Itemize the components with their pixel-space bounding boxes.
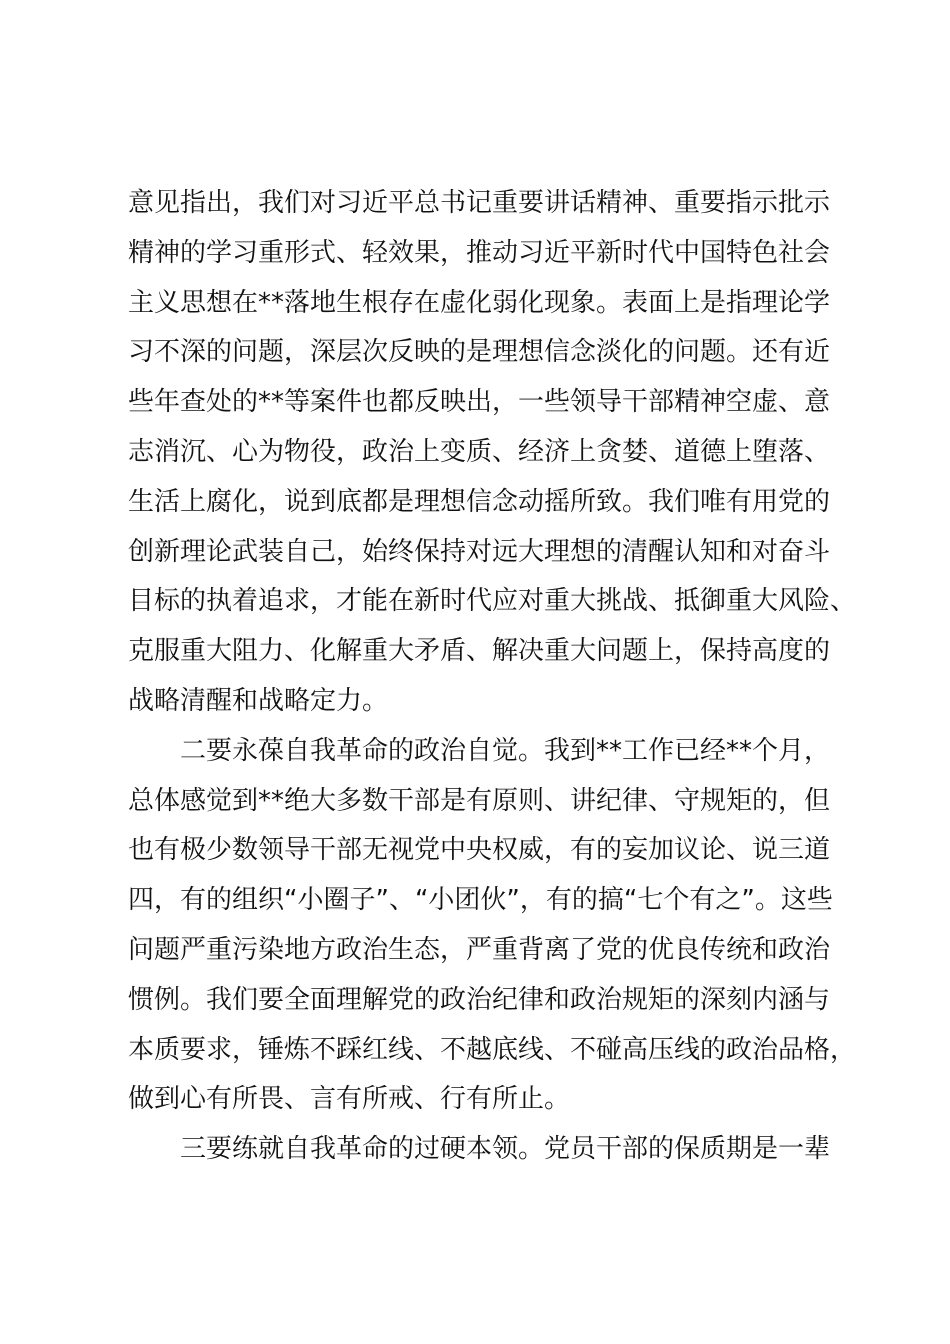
text-line: 做到心有所畏、言有所戒、行有所止。: [128, 1084, 571, 1115]
text-line: 四，有的组织“小圈子”、“小团伙”，有的搞“七个有之”。这些: [128, 885, 833, 916]
text-line: 意见指出，我们对习近平总书记重要讲话精神、重要指示批示: [128, 188, 831, 218]
text-line: 也有极少数领导干部无视党中央权威，有的妄加议论、说三道: [128, 835, 831, 866]
text-line: 战略清醒和战略定力。: [128, 685, 389, 716]
text-line: 精神的学习重形式、轻效果，推动习近平新时代中国特色社会: [128, 237, 831, 268]
text-line: 主义思想在**落地生根存在虚化弱化现象。表面上是指理论学: [128, 287, 831, 318]
text-line: 习不深的问题，深层次反映的是理想信念淡化的问题。还有近: [128, 337, 831, 368]
body-text: [128, 183, 857, 1179]
text-line: 志消沉、心为物役，政治上变质、经济上贪婪、道德上堕落、: [128, 436, 831, 467]
paragraph-start-line: 二要永葆自我革命的政治自觉。我到**工作已经**个月，: [180, 735, 831, 766]
paragraph-start-line: 三要练就自我革命的过硬本领。党员干部的保质期是一辈: [180, 1134, 831, 1165]
text-line: 目标的执着追求，才能在新时代应对重大挑战、抵御重大风险、: [128, 586, 857, 617]
text-line: 生活上腐化，说到底都是理想信念动摇所致。我们唯有用党的: [128, 486, 831, 517]
text-line: 问题严重污染地方政治生态，严重背离了党的优良传统和政治: [128, 934, 831, 965]
text-line: 总体感觉到**绝大多数干部是有原则、讲纪律、守规矩的，但: [128, 785, 831, 816]
text-line: 创新理论武装自己，始终保持对远大理想的清醒认知和对奋斗: [128, 536, 831, 567]
text-line: 本质要求，锤炼不踩红线、不越底线、不碰高压线的政治品格，: [128, 1034, 857, 1065]
text-line: 些年查处的**等案件也都反映出，一些领导干部精神空虚、意: [128, 387, 831, 418]
text-line: 克服重大阻力、化解重大矛盾、解决重大问题上，保持高度的: [128, 636, 831, 667]
text-line: 惯例。我们要全面理解党的政治纪律和政治规矩的深刻内涵与: [128, 984, 831, 1015]
